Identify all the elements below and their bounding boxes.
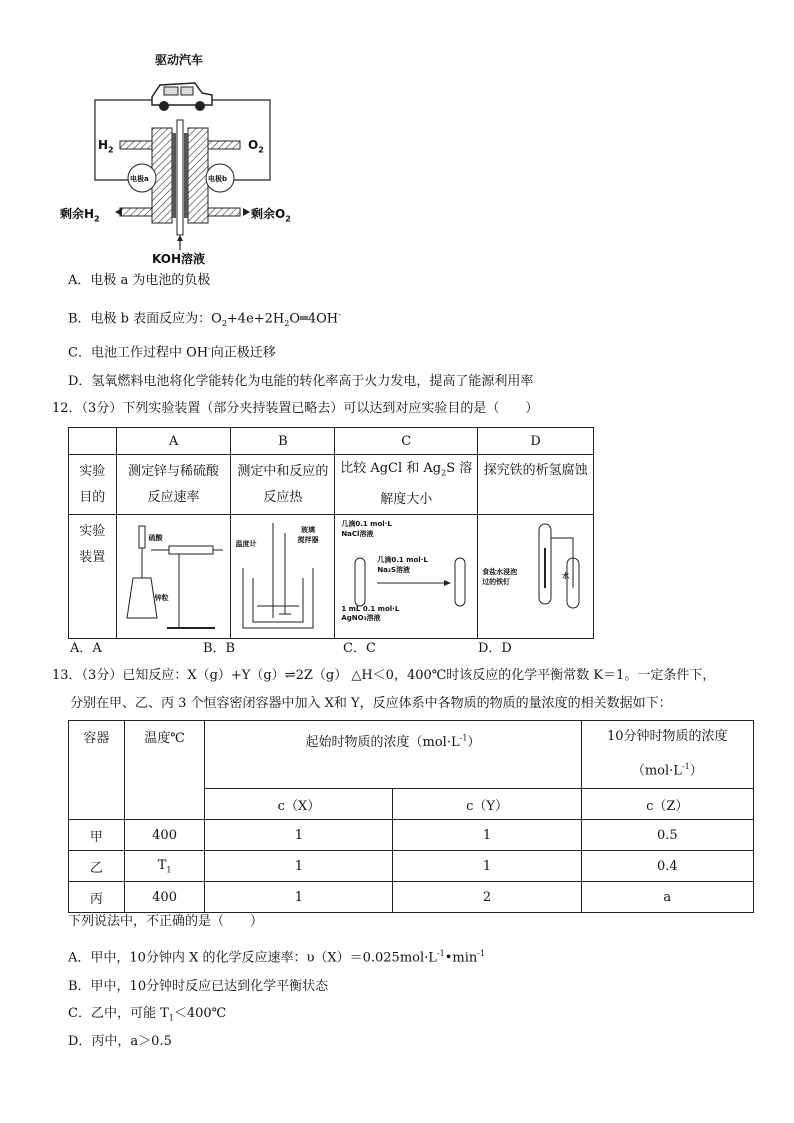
q12-header-a: A: [116, 428, 231, 455]
car-icon: [152, 83, 212, 111]
q13-header-temp: 温度℃: [124, 721, 205, 820]
q12-apparatus-b: [231, 515, 335, 639]
q11-option-c: C．电池工作过程中 OH-向正极迁移: [68, 344, 276, 361]
q12-row-apparatus-label: 实验 装置: [69, 515, 117, 639]
fuel-cell-svg: [60, 45, 320, 270]
q12-apparatus-d: [478, 515, 594, 639]
q13-option-b: B．甲中，10分钟时反应已达到化学平衡状态: [68, 979, 329, 994]
q12-apparatus-a: [116, 515, 231, 639]
acid-label: 硫酸: [148, 534, 163, 542]
q12-table: [68, 427, 594, 639]
car-label: 驱动汽车: [155, 53, 204, 67]
q12-purpose-c: 比较 AgCl 和 $Ag_2S$ 溶 解度大小: [335, 455, 478, 515]
stirrer-label: 玻璃 搅拌器: [297, 526, 319, 544]
table-row: 丙 400 1 2 a: [69, 882, 754, 913]
electrode-a-label: 电极a: [130, 175, 149, 183]
zinc-acid-apparatus-icon: [119, 518, 229, 636]
o2-inlet-label: $O_2$: [248, 138, 264, 155]
agno3-label: 1 mL 0.1 mol·L AgNO₃溶液: [341, 605, 400, 622]
q12-header-c: C: [335, 428, 478, 455]
h2-outlet-label: 剩余$H_2$: [60, 207, 100, 224]
q12-header-b: B: [231, 428, 335, 455]
q12-stem: 12．（3分）下列实验装置（部分夹持装置已略去）可以达到对应实验目的是（ ）: [52, 401, 539, 416]
h2-inlet-label: $H_2$: [98, 138, 114, 155]
q13-option-d: D．丙中，a＞0.5: [68, 1034, 172, 1049]
electrode-b-label: 电极b: [208, 175, 228, 183]
q13-header-initial: 起始时物质的浓度$(mol\cdot L^{-1})$: [205, 721, 581, 789]
q12-purpose-b: 测定中和反应的 反应热: [231, 455, 335, 515]
nail-label: 食盐水浸泡 过的铁钉: [482, 568, 518, 586]
fuel-cell-diagram: [60, 45, 320, 270]
q12-apparatus-c: [335, 515, 478, 639]
q12-answer-b: B．B: [203, 641, 236, 656]
q12-row-purpose-label: 实验 目的: [69, 455, 117, 515]
q12-answer-c: C．C: [343, 641, 376, 656]
q13-sub-x: c（X）: [205, 789, 393, 820]
q11-option-a: A．电极 a 为电池的负极: [68, 273, 211, 288]
nacl-label: 几滴0.1 mol·L NaCl溶液: [341, 520, 392, 538]
water-label: 水: [562, 572, 570, 580]
q11-option-b: B．电极 b 表面反应为：$O_2+4e+2H_2O═4OH^-$: [68, 310, 341, 328]
q11-option-d: D．氢氧燃料电池将化学能转化为电能的转化率高于火力发电，提高了能源利用率: [68, 374, 534, 389]
table-row: 甲 400 1 1 0.5: [69, 820, 754, 851]
q13-header-10min: 10分钟时物质的浓度 $(mol\cdot L^{-1})$: [581, 721, 753, 789]
q13-ask: 下列说法中，不正确的是（ ）: [68, 914, 264, 929]
q13-table: [68, 720, 754, 913]
o2-outlet-label: 剩余$O_2$: [251, 207, 291, 224]
q13-sub-z: c（Z）: [581, 789, 753, 820]
q13-sub-y: c（Y）: [393, 789, 581, 820]
q13-stem-line2: 分别在甲、乙、丙 3 个恒容密闭容器中加入 X和 Y，反应体系中各物质的物质的量浓度的相关数据如下：: [70, 696, 672, 711]
q12-header-d: D: [478, 428, 594, 455]
q12-purpose-a: 测定锌与稀硫酸 反应速率: [116, 455, 231, 515]
q12-answer-d: D．D: [478, 641, 512, 656]
q13-option-a: A．甲中，10分钟内 X 的化学反应速率：$\upsilon(X)=0.025mol\cdot L^{-1}•\min^{-1}$: [68, 949, 486, 966]
q13-stem-line1: 13．（3分）已知反应：X（g）+Y（g）⇌2Z（g） △H＜0，400℃时该反应的化学平衡常数 K＝1。一定条件下，: [52, 668, 716, 683]
table-row: 乙 $T_1$ 1 1 0.4: [69, 851, 754, 882]
koh-label: KOH溶液: [152, 252, 206, 266]
q13-option-c: C．乙中，可能 $T_1<400℃$: [68, 1006, 227, 1023]
na2s-label: 几滴0.1 mol·L Na₂S溶液: [377, 556, 428, 574]
q12-purpose-d: 探究铁的析氢腐蚀: [478, 455, 594, 515]
q12-answer-a: A．A: [70, 641, 102, 656]
zinc-label: 锌粒: [154, 594, 169, 602]
thermometer-label: 温度计: [235, 540, 257, 548]
q13-header-container: 容器: [69, 721, 125, 820]
